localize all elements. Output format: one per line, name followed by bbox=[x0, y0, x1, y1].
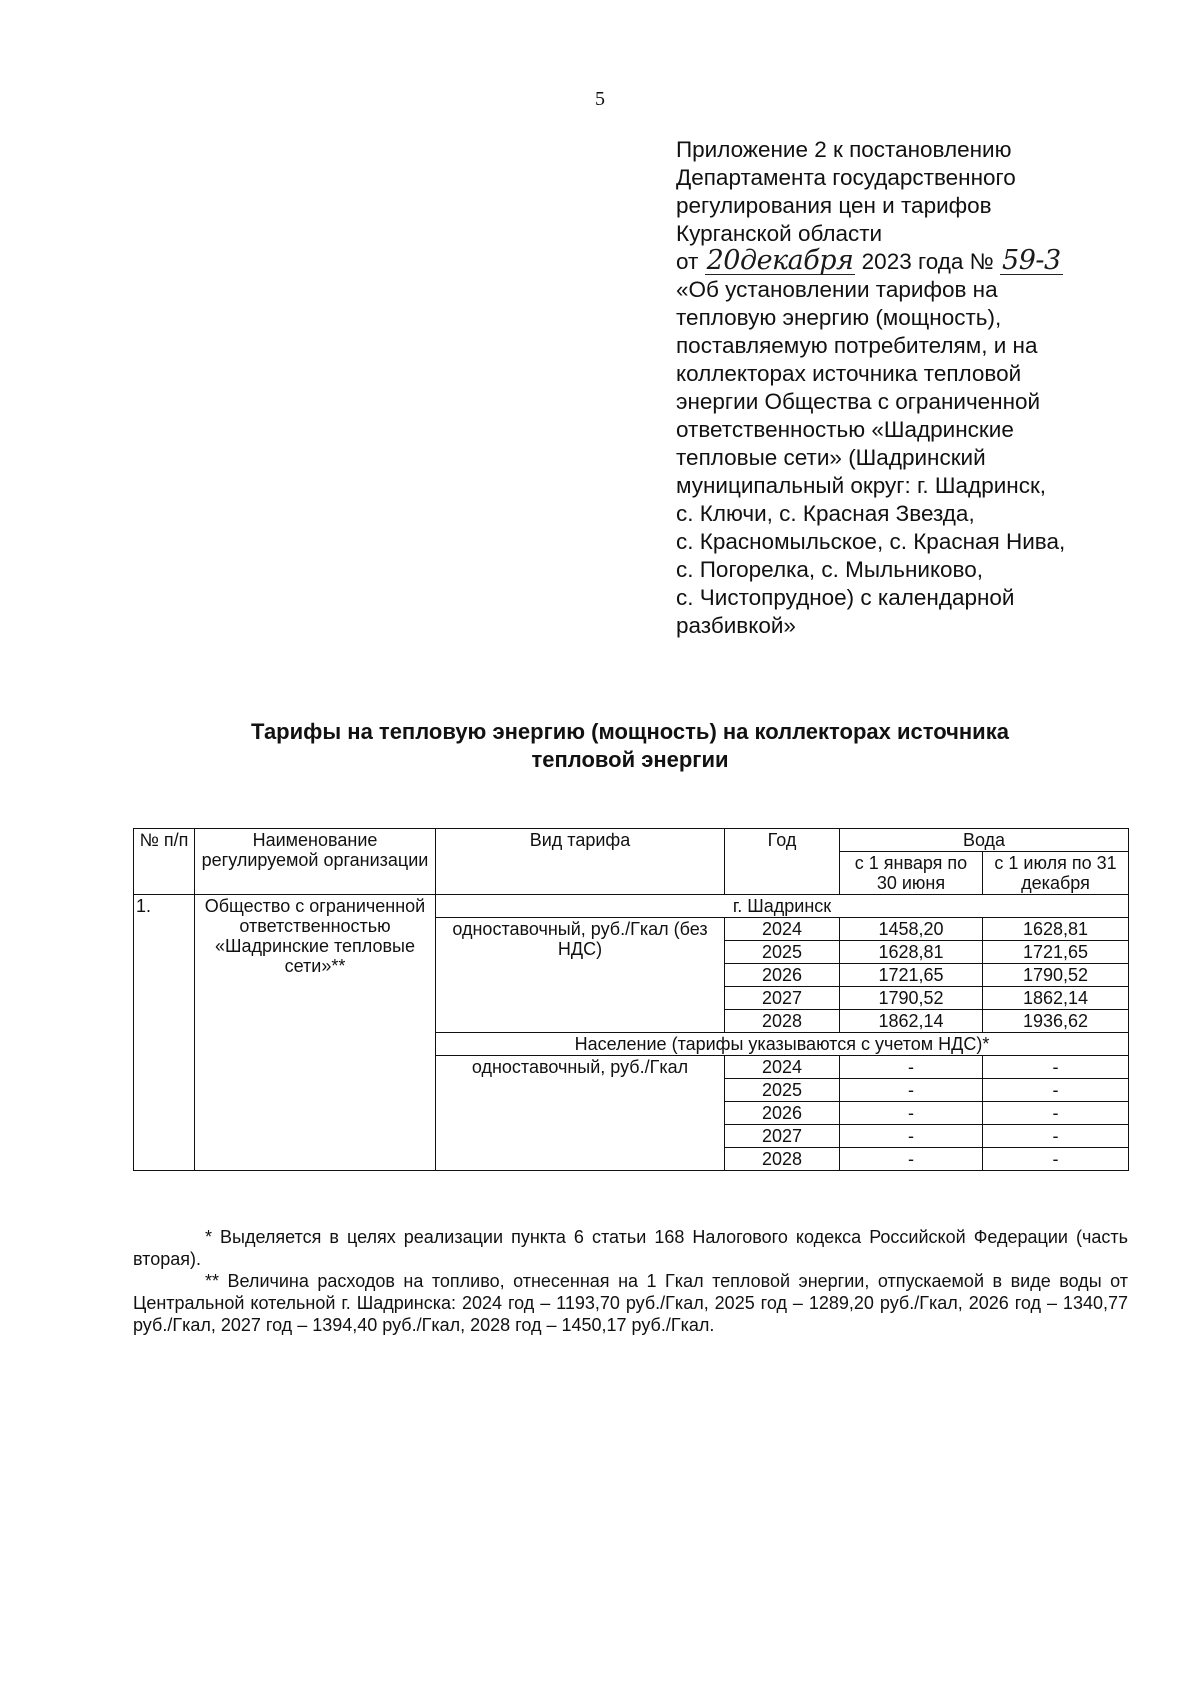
header-year: Год bbox=[725, 829, 840, 895]
appendix-header bbox=[676, 136, 1146, 640]
title-line: тепловой энергии bbox=[531, 747, 729, 772]
year-cell: 2025 bbox=[725, 941, 840, 964]
header-tariff-type: Вид тарифа bbox=[436, 829, 725, 895]
appendix-line: Приложение 2 к постановлению bbox=[676, 137, 1012, 162]
footnote-vat: * Выделяется в целях реализации пункта 6 статьи 168 Налогового кодекса Российской Федерации (часть вторая). bbox=[133, 1227, 1128, 1269]
appendix-line: муниципальный округ: г. Шадринск, bbox=[676, 473, 1047, 498]
value-cell: - bbox=[983, 1125, 1129, 1148]
appendix-line: разбивкой» bbox=[676, 613, 796, 638]
value-cell: 1790,52 bbox=[983, 964, 1129, 987]
appendix-line: с. Ключи, с. Красная Звезда, bbox=[676, 501, 975, 526]
year-cell: 2024 bbox=[725, 918, 840, 941]
year-cell: 2026 bbox=[725, 964, 840, 987]
value-cell: - bbox=[840, 1125, 983, 1148]
appendix-line: «Об установлении тарифов на bbox=[676, 277, 998, 302]
year-cell: 2027 bbox=[725, 1125, 840, 1148]
appendix-line: с. Погорелка, с. Мыльниково, bbox=[676, 557, 984, 582]
value-cell: - bbox=[840, 1056, 983, 1079]
value-cell: 1628,81 bbox=[983, 918, 1129, 941]
year-cell: 2027 bbox=[725, 987, 840, 1010]
section-title: г. Шадринск bbox=[436, 895, 1129, 918]
value-cell: - bbox=[983, 1056, 1129, 1079]
date-suffix: 2023 года № bbox=[861, 249, 994, 274]
page-number: 5 bbox=[595, 88, 605, 110]
value-cell: 1628,81 bbox=[840, 941, 983, 964]
value-cell: - bbox=[983, 1102, 1129, 1125]
value-cell: - bbox=[840, 1148, 983, 1171]
year-cell: 2028 bbox=[725, 1010, 840, 1033]
footnotes bbox=[133, 1226, 1128, 1336]
date-prefix: от bbox=[676, 249, 699, 274]
header-water: Вода bbox=[840, 829, 1129, 852]
header-num: № п/п bbox=[134, 829, 195, 895]
header-org: Наименование регулируемой организации bbox=[195, 829, 436, 895]
tariff-table bbox=[133, 828, 1129, 1171]
value-cell: 1936,62 bbox=[983, 1010, 1129, 1033]
appendix-line: тепловую энергию (мощность), bbox=[676, 305, 1002, 330]
org-name: Общество с ограниченной ответственностью «Шадринские тепловые сети»** bbox=[195, 895, 436, 1171]
footnote-fuel-costs: ** Величина расходов на топливо, отнесенная на 1 Гкал тепловой энергии, отпускаемой в виде воды от Центральной котельной г. Шадринска: 2024 год – 1193,70 руб./Гкал, 2025 год – 1289,20 руб./Гкал, 2026 год – 1340,77 руб./Гкал, 2027 год – 1394,40 руб./Гкал, 2028 год – 1450,17 руб./Гкал. bbox=[133, 1271, 1128, 1335]
appendix-line: с. Чистопрудное) с календарной bbox=[676, 585, 1015, 610]
header-period-1: с 1 января по 30 июня bbox=[840, 852, 983, 895]
handwritten-number: 59-3 bbox=[1002, 245, 1061, 276]
tariff-type: одноставочный, руб./Гкал (без НДС) bbox=[436, 918, 725, 1033]
appendix-line: поставляемую потребителям, и на bbox=[676, 333, 1038, 358]
value-cell: - bbox=[983, 1079, 1129, 1102]
value-cell: 1790,52 bbox=[840, 987, 983, 1010]
appendix-line: энергии Общества с ограниченной bbox=[676, 389, 1041, 414]
value-cell: - bbox=[840, 1079, 983, 1102]
year-cell: 2024 bbox=[725, 1056, 840, 1079]
appendix-line: коллекторах источника тепловой bbox=[676, 361, 1022, 386]
year-cell: 2028 bbox=[725, 1148, 840, 1171]
page-title bbox=[140, 718, 1120, 774]
year-cell: 2026 bbox=[725, 1102, 840, 1125]
value-cell: 1862,14 bbox=[840, 1010, 983, 1033]
value-cell: - bbox=[840, 1102, 983, 1125]
title-line: Тарифы на тепловую энергию (мощность) на коллекторах источника bbox=[251, 719, 1009, 744]
value-cell: 1721,65 bbox=[840, 964, 983, 987]
year-cell: 2025 bbox=[725, 1079, 840, 1102]
value-cell: 1721,65 bbox=[983, 941, 1129, 964]
appendix-line: с. Красномыльское, с. Красная Нива, bbox=[676, 529, 1066, 554]
appendix-date-line bbox=[676, 245, 1146, 276]
appendix-line: тепловые сети» (Шадринский bbox=[676, 445, 986, 470]
appendix-line: Департамента государственного bbox=[676, 165, 1016, 190]
header-period-2: с 1 июля по 31 декабря bbox=[983, 852, 1129, 895]
value-cell: 1458,20 bbox=[840, 918, 983, 941]
section-title: Население (тарифы указываются с учетом НДС)* bbox=[436, 1033, 1129, 1056]
appendix-line: Курганской области bbox=[676, 221, 883, 246]
row-number: 1. bbox=[134, 895, 195, 1171]
tariff-type: одноставочный, руб./Гкал bbox=[436, 1056, 725, 1171]
appendix-line: ответственностью «Шадринские bbox=[676, 417, 1014, 442]
handwritten-date: 20декабря bbox=[706, 245, 854, 276]
table-header-row bbox=[134, 829, 1129, 852]
value-cell: - bbox=[983, 1148, 1129, 1171]
section-title-row bbox=[134, 895, 1129, 918]
appendix-line: регулирования цен и тарифов bbox=[676, 193, 992, 218]
value-cell: 1862,14 bbox=[983, 987, 1129, 1010]
